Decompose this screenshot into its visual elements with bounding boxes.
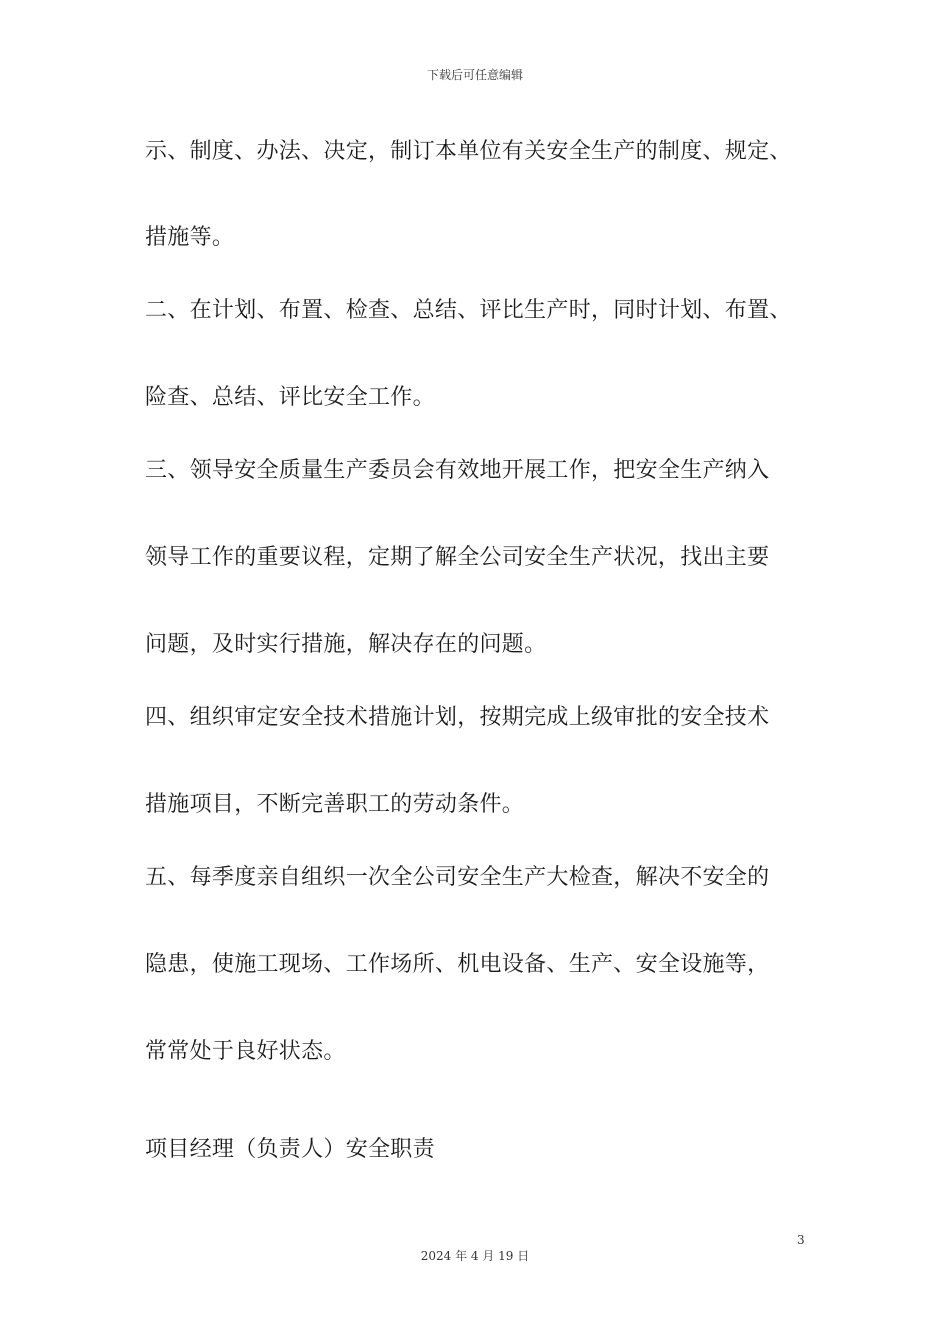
body-line-1: 示、制度、办法、决定，制订本单位有关安全生产的制度、规定、 bbox=[145, 139, 792, 164]
section-heading: 项目经理（负责人）安全职责 bbox=[145, 1137, 435, 1162]
body-line-6: 领导工作的重要议程，定期了解全公司安全生产状况，找出主要 bbox=[145, 545, 770, 570]
page-number: 3 bbox=[797, 1233, 805, 1247]
body-line-5: 三、领导安全质量生产委员会有效地开展工作，把安全生产纳入 bbox=[145, 458, 770, 483]
body-line-8: 四、组织审定安全技术措施计划，按期完成上级审批的安全技术 bbox=[145, 705, 770, 730]
body-line-2: 措施等。 bbox=[145, 225, 235, 250]
footer-date: 2024 年 4 月 19 日 bbox=[420, 1249, 530, 1263]
body-line-4: 险查、总结、评比安全工作。 bbox=[145, 385, 435, 410]
page-header: 下载后可任意编辑 bbox=[426, 68, 523, 82]
body-line-10: 五、每季度亲自组织一次全公司安全生产大检查，解决不安全的 bbox=[145, 865, 770, 890]
body-line-3: 二、在计划、布置、检查、总结、评比生产时，同时计划、布置、 bbox=[145, 298, 792, 323]
body-line-11: 隐患，使施工现场、工作场所、机电设备、生产、安全设施等， bbox=[145, 952, 770, 977]
body-line-12: 常常处于良好状态。 bbox=[145, 1039, 346, 1064]
body-line-9: 措施项目，不断完善职工的劳动条件。 bbox=[145, 792, 525, 817]
body-line-7: 问题，及时实行措施，解决存在的问题。 bbox=[145, 632, 547, 657]
